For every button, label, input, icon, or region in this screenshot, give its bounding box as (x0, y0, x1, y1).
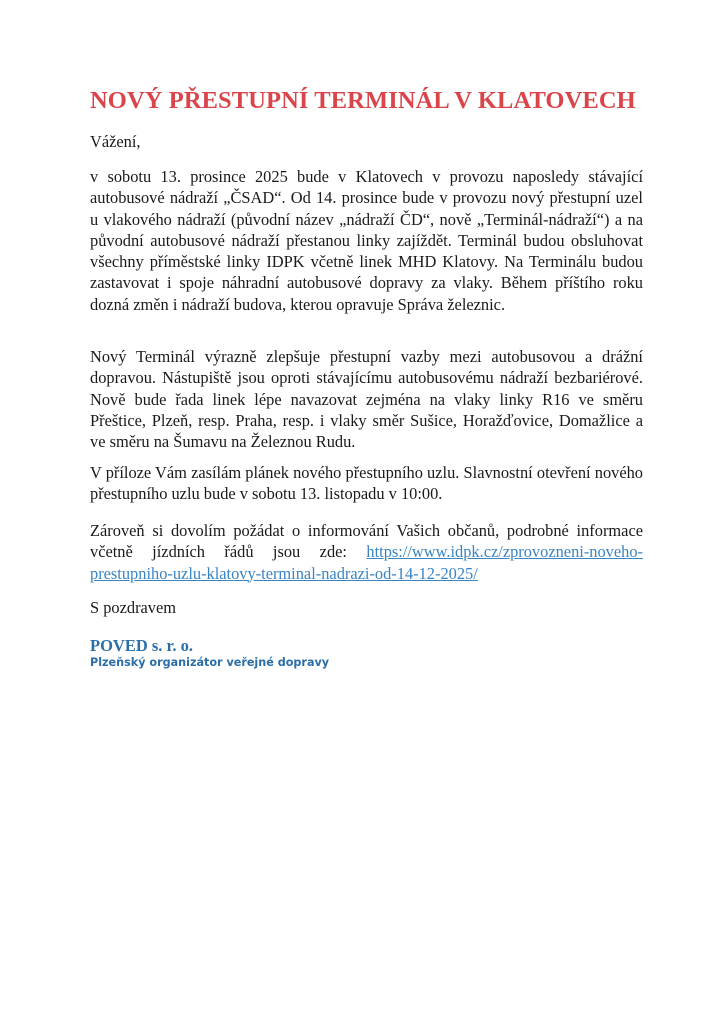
closing-salutation: S pozdravem (90, 598, 177, 617)
signature-org-description: Plzeňský organizátor veřejné dopravy (90, 656, 330, 669)
paragraph-terminal-benefits: Nový Terminál výrazně zlepšuje přestupní vazby mezi autobusovou a drážní dopravou. Nástupiště jsou oproti stávajícímu autobusovému nádraží bezbariérové. Nově bude řada linek lépe navazovat zejména na vlaky linky R16 ve směru Přeštice, Plzeň, resp. Praha, resp. i vlaky směr Sušice, Horažďovice, Domažlice a ve směru na Šumavu na Železnou Rudu. (90, 347, 643, 452)
paragraph-info-request (90, 520, 643, 584)
idpk-info-link[interactable]: https://www.idpk.cz/zprovozneni-noveho-prestupniho-uzlu-klatovy-terminal-nadrazi-od-14-12-2025/ (90, 542, 643, 583)
paragraph-opening-ceremony: V příloze Vám zasílám plánek nového přestupního uzlu. Slavnostní otevření nového přestupního uzlu bude v sobotu 13. listopadu v 10:00. (90, 463, 643, 504)
info-text: Zároveň si dovolím požádat o informování Vašich občanů, podrobné informace včetně jízdních řádů jsou zde: (90, 521, 643, 562)
document-title: NOVÝ PŘESTUPNÍ TERMINÁL V KLATOVECH (90, 87, 636, 114)
paragraph-closure-notice: v sobotu 13. prosince 2025 bude v Klatovech v provozu naposledy stávající autobusové nádraží „ČSAD“. Od 14. prosince bude v provozu nový přestupní uzel u vlakového nádraží (původní název „nádraží ČD“, nově „Terminál-nádraží“) a na původní autobusové nádraží přestanou linky zajíždět. Terminál budou obsluhovat všechny příměstské linky IDPK včetně linek MHD Klatovy. Na Terminálu budou zastavovat i spoje náhradní autobusové dopravy za vlaky. Během příštího roku dozná změn i nádraží budova, kterou opravuje Správa železnic. (90, 167, 643, 314)
greeting: Vážení, (90, 132, 141, 151)
signature-org-name: POVED s. r. o. (90, 636, 193, 655)
